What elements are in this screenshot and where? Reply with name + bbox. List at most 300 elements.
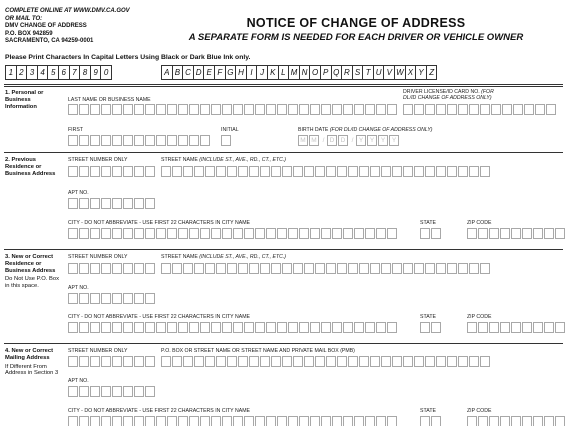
char-box[interactable]	[68, 416, 78, 426]
char-box[interactable]	[321, 416, 331, 426]
char-box[interactable]	[101, 322, 111, 333]
char-box[interactable]	[354, 228, 364, 239]
char-box[interactable]	[425, 356, 435, 367]
char-box[interactable]	[321, 228, 331, 239]
char-box[interactable]	[502, 104, 512, 115]
char-box[interactable]	[156, 228, 166, 239]
char-box[interactable]	[68, 322, 78, 333]
char-box[interactable]	[282, 166, 292, 177]
char-box[interactable]	[299, 228, 309, 239]
char-box[interactable]	[431, 416, 441, 426]
char-box[interactable]	[310, 228, 320, 239]
char-box[interactable]	[183, 356, 193, 367]
new-street-number-field[interactable]	[68, 263, 156, 274]
char-box[interactable]	[370, 356, 380, 367]
char-box[interactable]	[156, 135, 166, 146]
char-box[interactable]	[227, 166, 237, 177]
char-box[interactable]	[112, 263, 122, 274]
char-box[interactable]	[436, 104, 446, 115]
char-box[interactable]	[321, 104, 331, 115]
char-box[interactable]	[343, 228, 353, 239]
mail-state-field[interactable]	[420, 416, 442, 426]
char-box[interactable]	[238, 356, 248, 367]
char-box[interactable]	[544, 322, 554, 333]
char-box[interactable]	[337, 263, 347, 274]
char-box[interactable]	[420, 228, 430, 239]
char-box[interactable]	[123, 386, 133, 397]
char-box[interactable]	[304, 356, 314, 367]
char-box[interactable]	[304, 166, 314, 177]
char-box[interactable]	[79, 104, 89, 115]
char-box[interactable]	[271, 356, 281, 367]
char-box[interactable]	[480, 166, 490, 177]
char-box[interactable]	[522, 322, 532, 333]
char-box[interactable]	[167, 104, 177, 115]
char-box[interactable]	[123, 356, 133, 367]
char-box[interactable]	[200, 135, 210, 146]
char-box[interactable]	[282, 263, 292, 274]
char-box[interactable]	[255, 322, 265, 333]
char-box[interactable]	[178, 228, 188, 239]
char-box[interactable]	[101, 166, 111, 177]
char-box[interactable]	[161, 166, 171, 177]
char-box[interactable]	[90, 416, 100, 426]
char-box[interactable]	[436, 356, 446, 367]
char-box[interactable]	[458, 166, 468, 177]
char-box[interactable]	[101, 104, 111, 115]
char-box[interactable]	[145, 198, 155, 209]
char-box[interactable]	[255, 104, 265, 115]
new-state-field[interactable]	[420, 322, 442, 333]
char-box[interactable]	[277, 104, 287, 115]
char-box[interactable]	[467, 228, 477, 239]
char-box[interactable]	[189, 416, 199, 426]
char-box[interactable]	[511, 322, 521, 333]
char-box[interactable]	[431, 322, 441, 333]
char-box[interactable]	[420, 416, 430, 426]
birth-date-field[interactable]	[298, 135, 400, 146]
char-box[interactable]	[79, 416, 89, 426]
char-box[interactable]	[178, 135, 188, 146]
char-box[interactable]	[370, 166, 380, 177]
char-box[interactable]	[101, 263, 111, 274]
char-box[interactable]	[293, 166, 303, 177]
char-box[interactable]	[260, 263, 270, 274]
char-box[interactable]	[255, 228, 265, 239]
char-box[interactable]	[156, 322, 166, 333]
char-box[interactable]	[544, 416, 554, 426]
initial-field[interactable]	[221, 135, 232, 146]
char-box[interactable]	[172, 356, 182, 367]
char-box[interactable]	[489, 322, 499, 333]
char-box[interactable]	[403, 263, 413, 274]
char-box[interactable]	[458, 263, 468, 274]
char-box[interactable]	[205, 263, 215, 274]
char-box[interactable]	[216, 356, 226, 367]
char-box[interactable]	[304, 263, 314, 274]
char-box[interactable]	[79, 228, 89, 239]
char-box[interactable]	[387, 104, 397, 115]
char-box[interactable]	[365, 104, 375, 115]
char-box[interactable]	[200, 228, 210, 239]
char-box[interactable]	[326, 263, 336, 274]
char-box[interactable]	[249, 263, 259, 274]
char-box[interactable]	[134, 322, 144, 333]
char-box[interactable]	[123, 263, 133, 274]
char-box[interactable]	[90, 228, 100, 239]
char-box[interactable]	[123, 322, 133, 333]
char-box[interactable]	[392, 263, 402, 274]
char-box[interactable]	[90, 322, 100, 333]
char-box[interactable]	[238, 263, 248, 274]
char-box[interactable]	[68, 263, 78, 274]
char-box[interactable]	[112, 356, 122, 367]
char-box[interactable]	[90, 166, 100, 177]
date-box[interactable]: M	[309, 135, 319, 146]
char-box[interactable]	[332, 104, 342, 115]
char-box[interactable]	[112, 135, 122, 146]
char-box[interactable]	[277, 416, 287, 426]
char-box[interactable]	[511, 228, 521, 239]
char-box[interactable]	[299, 104, 309, 115]
char-box[interactable]	[167, 322, 177, 333]
char-box[interactable]	[249, 166, 259, 177]
char-box[interactable]	[101, 356, 111, 367]
char-box[interactable]	[244, 416, 254, 426]
char-box[interactable]	[161, 356, 171, 367]
char-box[interactable]	[436, 166, 446, 177]
char-box[interactable]	[172, 263, 182, 274]
char-box[interactable]	[260, 166, 270, 177]
char-box[interactable]	[145, 416, 155, 426]
char-box[interactable]	[211, 228, 221, 239]
char-box[interactable]	[321, 322, 331, 333]
char-box[interactable]	[233, 416, 243, 426]
char-box[interactable]	[348, 356, 358, 367]
char-box[interactable]	[189, 104, 199, 115]
char-box[interactable]	[469, 104, 479, 115]
char-box[interactable]	[555, 322, 565, 333]
char-box[interactable]	[414, 104, 424, 115]
char-box[interactable]	[414, 356, 424, 367]
char-box[interactable]	[403, 166, 413, 177]
char-box[interactable]	[68, 228, 78, 239]
char-box[interactable]	[376, 416, 386, 426]
char-box[interactable]	[288, 228, 298, 239]
char-box[interactable]	[359, 166, 369, 177]
char-box[interactable]	[293, 263, 303, 274]
char-box[interactable]	[222, 104, 232, 115]
char-box[interactable]	[544, 228, 554, 239]
char-box[interactable]	[79, 356, 89, 367]
char-box[interactable]	[123, 135, 133, 146]
char-box[interactable]	[134, 135, 144, 146]
char-box[interactable]	[277, 228, 287, 239]
char-box[interactable]	[266, 322, 276, 333]
date-box[interactable]: Y	[356, 135, 366, 146]
prev-street-name-field[interactable]	[161, 166, 491, 177]
char-box[interactable]	[266, 416, 276, 426]
char-box[interactable]	[244, 228, 254, 239]
char-box[interactable]	[112, 322, 122, 333]
char-box[interactable]	[535, 104, 545, 115]
char-box[interactable]	[79, 293, 89, 304]
char-box[interactable]	[431, 228, 441, 239]
mail-apt-field[interactable]	[68, 386, 156, 397]
char-box[interactable]	[387, 322, 397, 333]
char-box[interactable]	[354, 104, 364, 115]
char-box[interactable]	[211, 322, 221, 333]
char-box[interactable]	[332, 416, 342, 426]
char-box[interactable]	[68, 198, 78, 209]
char-box[interactable]	[134, 416, 144, 426]
char-box[interactable]	[381, 356, 391, 367]
char-box[interactable]	[79, 135, 89, 146]
char-box[interactable]	[200, 104, 210, 115]
char-box[interactable]	[447, 263, 457, 274]
char-box[interactable]	[288, 416, 298, 426]
char-box[interactable]	[310, 104, 320, 115]
char-box[interactable]	[310, 416, 320, 426]
char-box[interactable]	[68, 356, 78, 367]
char-box[interactable]	[145, 356, 155, 367]
char-box[interactable]	[68, 386, 78, 397]
mail-street-name-field[interactable]	[161, 356, 491, 367]
char-box[interactable]	[200, 416, 210, 426]
char-box[interactable]	[469, 356, 479, 367]
prev-state-field[interactable]	[420, 228, 442, 239]
char-box[interactable]	[233, 228, 243, 239]
char-box[interactable]	[90, 356, 100, 367]
char-box[interactable]	[194, 356, 204, 367]
char-box[interactable]	[271, 166, 281, 177]
char-box[interactable]	[79, 263, 89, 274]
char-box[interactable]	[467, 322, 477, 333]
char-box[interactable]	[112, 166, 122, 177]
char-box[interactable]	[332, 228, 342, 239]
char-box[interactable]	[467, 416, 477, 426]
date-box[interactable]: Y	[367, 135, 377, 146]
char-box[interactable]	[326, 166, 336, 177]
char-box[interactable]	[79, 386, 89, 397]
char-box[interactable]	[90, 263, 100, 274]
char-box[interactable]	[370, 263, 380, 274]
new-zip-field[interactable]	[467, 322, 566, 333]
char-box[interactable]	[524, 104, 534, 115]
char-box[interactable]	[227, 263, 237, 274]
char-box[interactable]	[293, 356, 303, 367]
prev-street-number-field[interactable]	[68, 166, 156, 177]
char-box[interactable]	[134, 104, 144, 115]
char-box[interactable]	[112, 228, 122, 239]
char-box[interactable]	[101, 416, 111, 426]
char-box[interactable]	[376, 228, 386, 239]
char-box[interactable]	[90, 386, 100, 397]
char-box[interactable]	[90, 104, 100, 115]
char-box[interactable]	[555, 228, 565, 239]
char-box[interactable]	[480, 263, 490, 274]
char-box[interactable]	[447, 356, 457, 367]
first-name-field[interactable]	[68, 135, 211, 146]
char-box[interactable]	[282, 356, 292, 367]
char-box[interactable]	[134, 263, 144, 274]
char-box[interactable]	[480, 104, 490, 115]
char-box[interactable]	[145, 166, 155, 177]
char-box[interactable]	[266, 104, 276, 115]
char-box[interactable]	[447, 104, 457, 115]
char-box[interactable]	[205, 166, 215, 177]
char-box[interactable]	[299, 416, 309, 426]
char-box[interactable]	[167, 228, 177, 239]
char-box[interactable]	[123, 104, 133, 115]
char-box[interactable]	[354, 322, 364, 333]
char-box[interactable]	[491, 104, 501, 115]
char-box[interactable]	[134, 386, 144, 397]
char-box[interactable]	[420, 322, 430, 333]
char-box[interactable]	[101, 228, 111, 239]
char-box[interactable]	[178, 322, 188, 333]
char-box[interactable]	[299, 322, 309, 333]
char-box[interactable]	[101, 135, 111, 146]
char-box[interactable]	[425, 166, 435, 177]
char-box[interactable]	[222, 322, 232, 333]
char-box[interactable]	[546, 104, 556, 115]
char-box[interactable]	[348, 166, 358, 177]
char-box[interactable]	[222, 228, 232, 239]
char-box[interactable]	[145, 228, 155, 239]
char-box[interactable]	[522, 416, 532, 426]
char-box[interactable]	[513, 104, 523, 115]
char-box[interactable]	[134, 166, 144, 177]
char-box[interactable]	[315, 166, 325, 177]
char-box[interactable]	[387, 228, 397, 239]
char-box[interactable]	[255, 416, 265, 426]
char-box[interactable]	[326, 356, 336, 367]
date-box[interactable]: D	[327, 135, 337, 146]
char-box[interactable]	[123, 293, 133, 304]
char-box[interactable]	[101, 293, 111, 304]
char-box[interactable]	[222, 416, 232, 426]
char-box[interactable]	[271, 263, 281, 274]
char-box[interactable]	[134, 293, 144, 304]
prev-city-field[interactable]	[68, 228, 398, 239]
char-box[interactable]	[458, 356, 468, 367]
date-box[interactable]: D	[338, 135, 348, 146]
char-box[interactable]	[178, 416, 188, 426]
char-box[interactable]	[343, 104, 353, 115]
char-box[interactable]	[112, 293, 122, 304]
char-box[interactable]	[489, 228, 499, 239]
char-box[interactable]	[500, 228, 510, 239]
char-box[interactable]	[145, 322, 155, 333]
char-box[interactable]	[172, 166, 182, 177]
char-box[interactable]	[221, 135, 231, 146]
char-box[interactable]	[260, 356, 270, 367]
char-box[interactable]	[90, 198, 100, 209]
char-box[interactable]	[211, 104, 221, 115]
char-box[interactable]	[189, 135, 199, 146]
char-box[interactable]	[189, 322, 199, 333]
char-box[interactable]	[403, 356, 413, 367]
char-box[interactable]	[90, 135, 100, 146]
char-box[interactable]	[205, 356, 215, 367]
char-box[interactable]	[183, 263, 193, 274]
char-box[interactable]	[343, 322, 353, 333]
char-box[interactable]	[469, 166, 479, 177]
char-box[interactable]	[123, 416, 133, 426]
char-box[interactable]	[112, 198, 122, 209]
char-box[interactable]	[123, 198, 133, 209]
char-box[interactable]	[249, 356, 259, 367]
char-box[interactable]	[365, 416, 375, 426]
char-box[interactable]	[211, 416, 221, 426]
char-box[interactable]	[414, 166, 424, 177]
char-box[interactable]	[68, 135, 78, 146]
char-box[interactable]	[387, 416, 397, 426]
char-box[interactable]	[403, 104, 413, 115]
date-box[interactable]: M	[298, 135, 308, 146]
char-box[interactable]	[101, 198, 111, 209]
char-box[interactable]	[343, 416, 353, 426]
char-box[interactable]	[533, 416, 543, 426]
char-box[interactable]	[332, 322, 342, 333]
char-box[interactable]	[156, 104, 166, 115]
char-box[interactable]	[233, 322, 243, 333]
char-box[interactable]	[183, 166, 193, 177]
char-box[interactable]	[244, 322, 254, 333]
char-box[interactable]	[227, 356, 237, 367]
mail-zip-field[interactable]	[467, 416, 566, 426]
char-box[interactable]	[161, 263, 171, 274]
char-box[interactable]	[134, 356, 144, 367]
char-box[interactable]	[134, 228, 144, 239]
char-box[interactable]	[310, 322, 320, 333]
char-box[interactable]	[359, 356, 369, 367]
char-box[interactable]	[79, 166, 89, 177]
char-box[interactable]	[381, 166, 391, 177]
char-box[interactable]	[533, 228, 543, 239]
char-box[interactable]	[244, 104, 254, 115]
new-street-name-field[interactable]	[161, 263, 491, 274]
prev-apt-field[interactable]	[68, 198, 156, 209]
char-box[interactable]	[500, 322, 510, 333]
char-box[interactable]	[522, 228, 532, 239]
char-box[interactable]	[315, 263, 325, 274]
char-box[interactable]	[478, 416, 488, 426]
char-box[interactable]	[68, 166, 78, 177]
char-box[interactable]	[555, 416, 565, 426]
char-box[interactable]	[425, 104, 435, 115]
last-name-field[interactable]	[68, 104, 398, 115]
new-city-field[interactable]	[68, 322, 398, 333]
char-box[interactable]	[200, 322, 210, 333]
char-box[interactable]	[145, 293, 155, 304]
char-box[interactable]	[123, 228, 133, 239]
char-box[interactable]	[315, 356, 325, 367]
char-box[interactable]	[478, 228, 488, 239]
char-box[interactable]	[337, 166, 347, 177]
char-box[interactable]	[216, 263, 226, 274]
char-box[interactable]	[480, 356, 490, 367]
char-box[interactable]	[123, 166, 133, 177]
dl-number-field[interactable]	[403, 104, 557, 115]
char-box[interactable]	[447, 166, 457, 177]
char-box[interactable]	[156, 416, 166, 426]
char-box[interactable]	[266, 228, 276, 239]
char-box[interactable]	[425, 263, 435, 274]
char-box[interactable]	[178, 104, 188, 115]
char-box[interactable]	[376, 322, 386, 333]
